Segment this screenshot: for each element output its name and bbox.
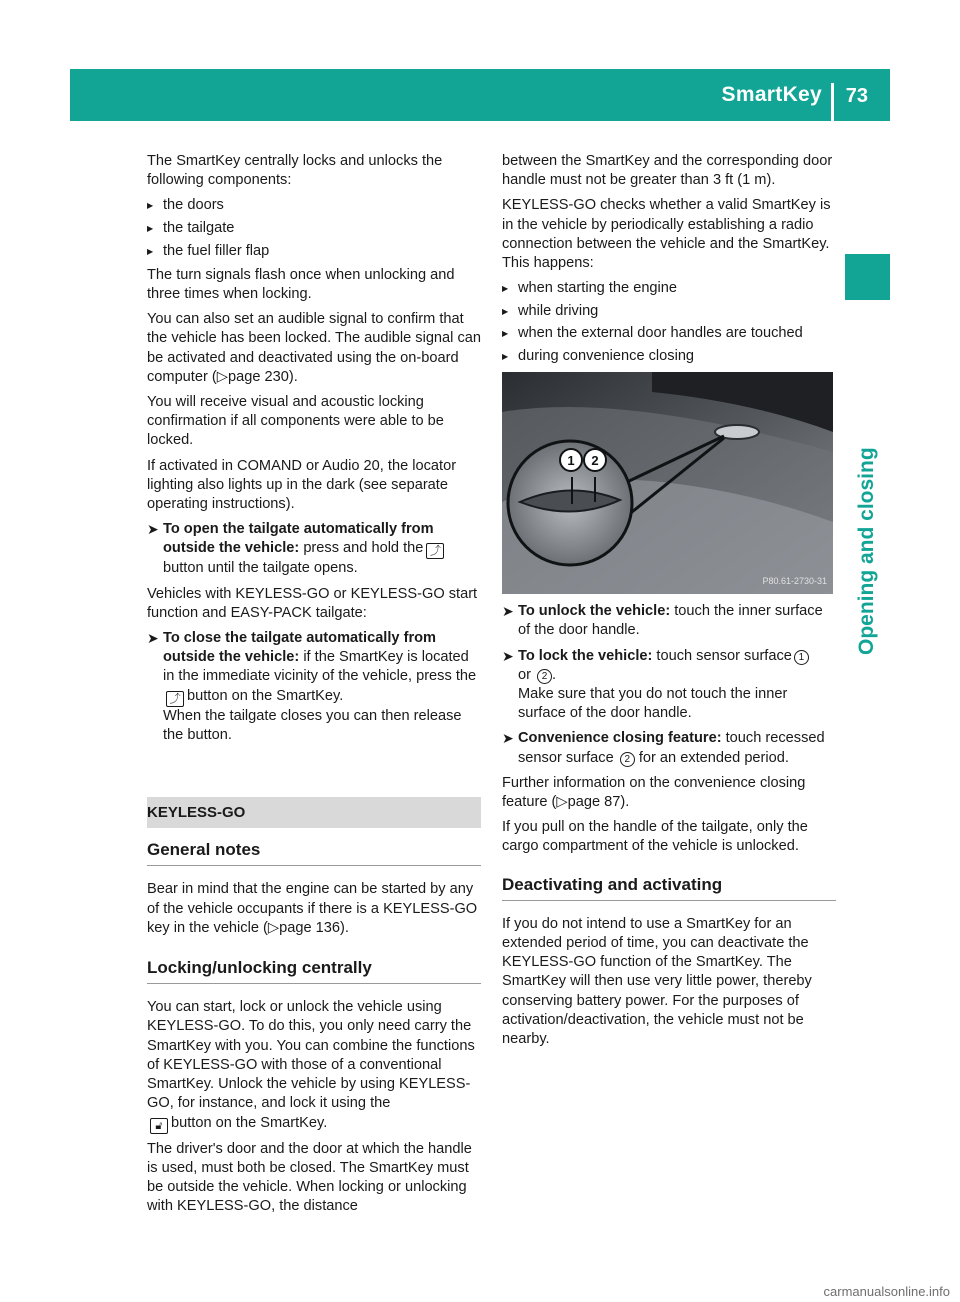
component-list <box>147 196 481 260</box>
step-title: Convenience closing feature: <box>518 730 722 747</box>
step-arrow-icon: ➤ <box>502 730 514 747</box>
instruction-step <box>502 602 836 640</box>
paragraph: The turn signals flash once when unlocking and three times when locking. <box>147 266 455 302</box>
step-text: button until the tailgate opens. <box>163 560 358 577</box>
paragraph: between the SmartKey and the corresponding door handle must not be greater than 3 ft (1 m). <box>502 153 833 189</box>
page-ref-link[interactable]: page 87). <box>567 794 630 811</box>
paragraph: KEYLESS-GO checks whether a valid SmartKey is in the vehicle by periodically establishing a radio connection between the vehicle and the SmartKey. This happens: <box>502 197 831 272</box>
chapter-tab: Opening and closing <box>855 447 878 655</box>
watermark: carmanualsonline.info <box>823 1284 950 1299</box>
step-text: button on the SmartKey. <box>187 687 344 704</box>
paragraph: The driver's door and the door at which the handle is used, must both be closed. The SmartKey must be outside the vehicle. When locking or unlocking with KEYLESS-GO, the distance <box>147 1140 472 1215</box>
header-bar <box>70 69 890 121</box>
paragraph-text: button on the SmartKey. <box>171 1114 328 1131</box>
right-column <box>502 152 836 1055</box>
instruction-step <box>147 629 481 745</box>
callout-2-icon: 2 <box>537 669 552 684</box>
step-arrow-icon: ➤ <box>147 521 159 538</box>
paragraph <box>502 774 836 812</box>
paragraph: If you pull on the handle of the tailgate, only the cargo compartment of the vehicle is unlocked. <box>502 819 808 855</box>
step-text: Make sure that you do not touch the inner surface of the door handle. <box>518 686 788 722</box>
step-text: When the tailgate closes you can then release the button. <box>163 707 462 743</box>
tailgate-button-icon: ⤴ <box>426 543 444 559</box>
unlock-button-icon: 🔓︎ <box>150 1118 168 1134</box>
callout-2-label: 2 <box>591 453 599 469</box>
left-column <box>147 152 481 1222</box>
step-title: To lock the vehicle: <box>518 647 653 664</box>
callout-1-icon: 1 <box>794 650 809 665</box>
page-ref-icon: ▷ <box>556 794 568 811</box>
step-text: touch sensor surface <box>656 647 792 664</box>
step-text: if the SmartKey is located in the immediate vicinity of the vehicle, press the <box>163 649 477 685</box>
paragraph-text: You can start, lock or unlock the vehicle using KEYLESS-GO. To do this, you only need carry the SmartKey with you. You can combine the functions of KEYLESS-GO with those of a conventional SmartKey. Unlock the vehicle by using KEYLESS-GO, for instance, and lock it using the <box>147 999 475 1112</box>
list-item: ▶ the fuel filler flap <box>147 242 481 261</box>
header-divider <box>831 83 834 121</box>
section-banner-title: KEYLESS-GO <box>147 804 246 822</box>
subheading: Deactivating and activating <box>502 875 836 901</box>
list-item: ▶ when starting the engine <box>502 279 836 298</box>
step-text: press and hold the <box>303 540 424 557</box>
list-item: ▶ when the external door handles are touched <box>502 324 836 343</box>
page-number: 73 <box>845 85 868 107</box>
paragraph: If activated in COMAND or Audio 20, the locator lighting also lights up in the dark (see separate operating instructions). <box>147 457 457 513</box>
instruction-step: ➤ To lock the vehicle: touch sensor surface 1 or 2 . Make sure that you do not touch the inner surface of the door handle. <box>502 647 836 724</box>
door-handle-photo <box>502 372 833 594</box>
subheading: Locking/unlocking centrally <box>147 958 481 984</box>
step-arrow-icon: ➤ <box>147 630 159 647</box>
step-arrow-icon: ➤ <box>502 647 514 664</box>
step-text: or <box>518 666 531 683</box>
door-handle-illustration <box>502 372 833 594</box>
step-title: To open the tailgate automatically from outside the vehicle: <box>163 521 434 557</box>
paragraph: The SmartKey centrally locks and unlocks the following components: <box>147 153 443 189</box>
step-text: touch the inner surface of the door handle. <box>518 603 823 639</box>
step-text: for an extended period. <box>638 749 789 766</box>
page-ref-icon: ▷ <box>216 368 228 385</box>
paragraph-text: Bear in mind that the engine can be started by any of the vehicle occupants if there is a KEYLESS-GO key in the vehicle ( <box>147 881 478 936</box>
paragraph: Vehicles with KEYLESS-GO or KEYLESS-GO start function and EASY-PACK tailgate: <box>147 585 478 621</box>
step-text: touch recessed sensor surface <box>518 730 825 766</box>
check-list <box>502 279 836 366</box>
list-item: ▶ while driving <box>502 302 836 321</box>
section-banner <box>147 797 481 828</box>
step-arrow-icon: ➤ <box>502 603 514 620</box>
subheading: General notes <box>147 840 481 866</box>
paragraph: If you do not intend to use a SmartKey for an extended period of time, you can deactivate the KEYLESS-GO function of the SmartKey. The SmartKey will then use very little power, thereby conserving battery power. For the purposes of activation/deactivation, the vehicle must not be nearby. <box>502 915 812 1048</box>
page-ref-icon: ▷ <box>267 919 280 936</box>
list-item: ▶ during convenience closing <box>502 347 836 366</box>
page-ref-link[interactable]: page 230). <box>227 368 298 385</box>
paragraph: You will receive visual and acoustic locking confirmation if all components were able to be locked. <box>147 394 444 449</box>
section-title: SmartKey <box>721 83 822 106</box>
page-ref-link[interactable]: page 136). <box>279 919 349 936</box>
paragraph-text: Further information on the convenience closing feature ( <box>502 774 806 811</box>
list-item: ▶ the tailgate <box>147 219 481 238</box>
tailgate-button-icon: ⤴ <box>166 691 184 707</box>
step-title: To unlock the vehicle: <box>518 603 671 620</box>
paragraph <box>147 998 481 1133</box>
paragraph <box>147 310 481 387</box>
paragraph-text: You can also set an audible signal to confirm that the vehicle has been locked. The audible signal can be activated and deactivated using the on-board computer ( <box>147 311 481 385</box>
instruction-step <box>502 729 836 767</box>
callout-2-icon: 2 <box>620 752 635 767</box>
instruction-step <box>147 520 481 578</box>
side-tab-marker <box>845 254 890 300</box>
photo-code: P80.61-2730-31 <box>762 576 827 586</box>
paragraph <box>147 880 481 938</box>
step-title: To close the tailgate automatically from outside the vehicle: <box>163 630 437 666</box>
callout-1-label: 1 <box>567 453 575 469</box>
list-item: ▶ the doors <box>147 196 481 215</box>
